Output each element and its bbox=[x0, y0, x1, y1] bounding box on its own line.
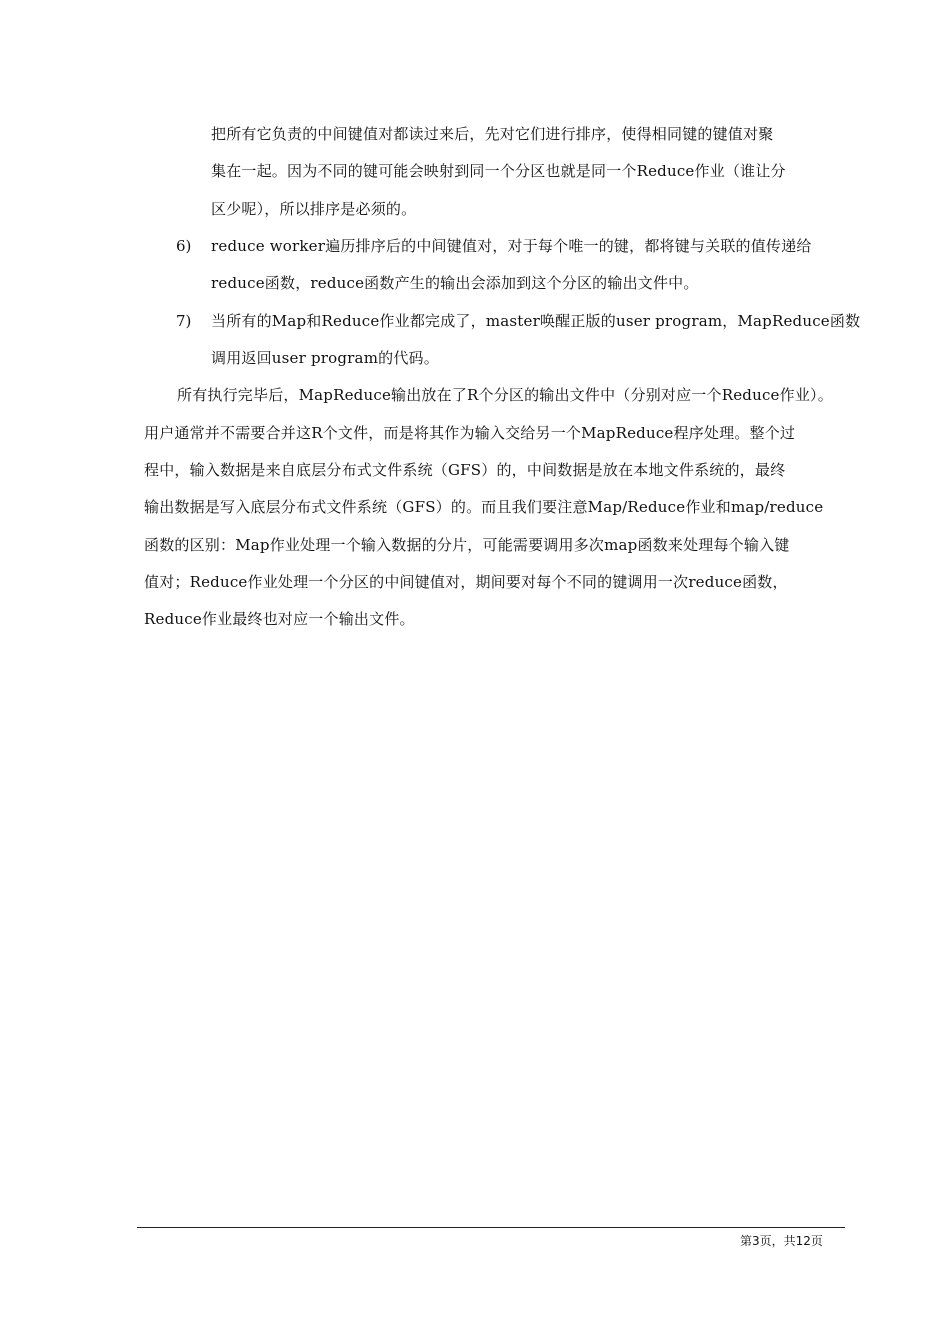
item5-line-1: 把所有它负责的中间键值对都读过来后，先对它们进行排序，使得相同键的键值对聚 bbox=[211, 125, 774, 143]
page-number: 第3页，共12页 bbox=[740, 1234, 823, 1248]
item7-line-1: 当所有的Map和Reduce作业都完成了，master唤醒正版的user program，MapReduce函数 bbox=[211, 312, 861, 330]
paragraph-line-1: 所有执行完毕后，MapReduce输出放在了R个分区的输出文件中（分别对应一个Reduce作业）。 bbox=[177, 386, 833, 404]
item6-line-1: reduce worker遍历排序后的中间键值对，对于每个唯一的键，都将键与关联的值传递给 bbox=[211, 237, 812, 255]
item5-line-3: 区少呢），所以排序是必须的。 bbox=[211, 200, 417, 218]
paragraph-line-5: 函数的区别：Map作业处理一个输入数据的分片，可能需要调用多次map函数来处理每个输入键 bbox=[144, 536, 790, 554]
paragraph-line-4: 输出数据是写入底层分布式文件系统（GFS）的。而且我们要注意Map/Reduce作业和map/reduce bbox=[144, 498, 824, 516]
paragraph-line-3: 程中，输入数据是来自底层分布式文件系统（GFS）的，中间数据是放在本地文件系统的，最终 bbox=[144, 461, 786, 479]
paragraph-line-2: 用户通常并不需要合并这R个文件，而是将其作为输入交给另一个MapReduce程序处理。整个过 bbox=[144, 424, 796, 442]
item5-line-2: 集在一起。因为不同的键可能会映射到同一个分区也就是同一个Reduce作业（谁让分 bbox=[211, 162, 786, 180]
item7-number: 7) bbox=[176, 312, 192, 330]
paragraph-line-6: 值对；Reduce作业处理一个分区的中间键值对，期间要对每个不同的键调用一次reduce函数， bbox=[144, 573, 788, 591]
paragraph-line-7: Reduce作业最终也对应一个输出文件。 bbox=[144, 610, 415, 628]
footer-divider bbox=[137, 1227, 845, 1228]
item7-line-2: 调用返回user program的代码。 bbox=[211, 349, 439, 367]
item6-number: 6) bbox=[176, 237, 192, 255]
item6-line-2: reduce函数，reduce函数产生的输出会添加到这个分区的输出文件中。 bbox=[211, 274, 699, 292]
